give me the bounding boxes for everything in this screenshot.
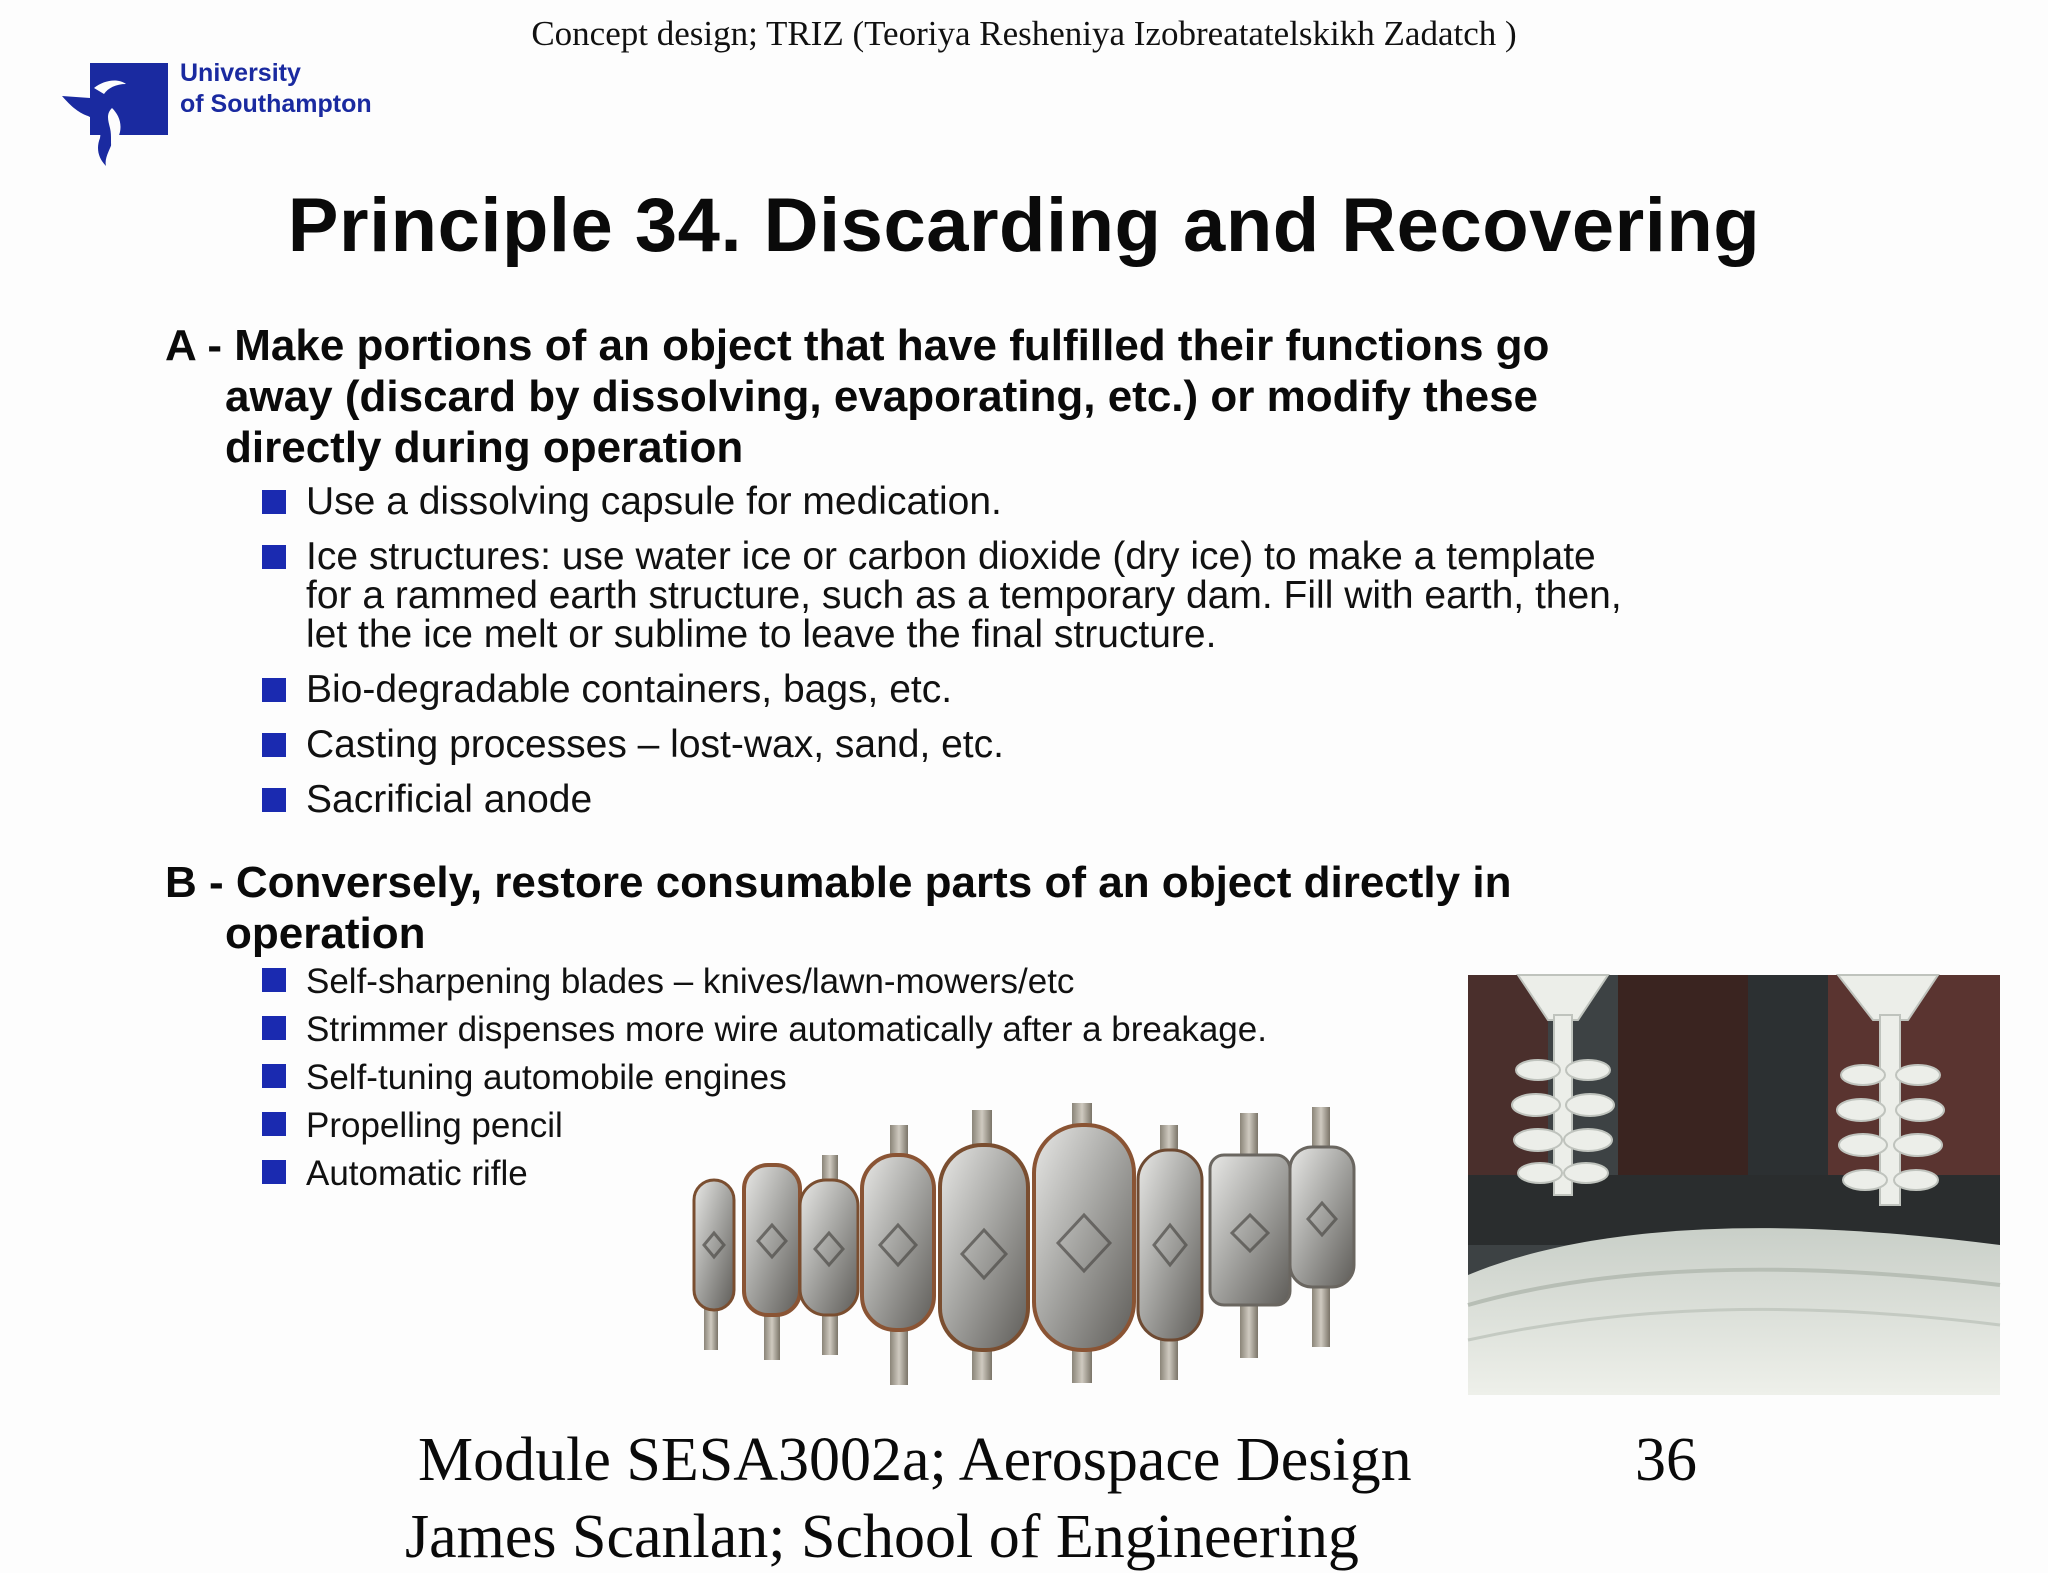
section-b-heading-line: operation [225,909,426,958]
square-bullet-icon [262,678,286,702]
page-title: Principle 34. Discarding and Recovering [287,183,1761,268]
square-bullet-icon [262,1064,286,1088]
investment-casting-photo [1468,975,2000,1395]
list-item-text: Self-tuning automobile engines [306,1058,787,1097]
square-bullet-icon [262,490,286,514]
list-item [262,482,1622,521]
header-text: Concept design; TRIZ (Teoriya Resheniya Izobreatatelskikh Zadatch ) [531,14,1517,53]
university-logo [60,58,380,168]
list-item-text: Automatic rifle [306,1154,528,1193]
footer-module: Module SESA3002a; Aerospace Design [418,1426,1412,1494]
list-item-text: let the ice melt or sublime to leave the final structure. [306,613,1217,656]
page-number: 36 [1635,1426,1697,1494]
logo-line-1: University [180,59,301,87]
list-item-text: Ice structures: use water ice or carbon dioxide (dry ice) to make a template [306,535,1596,578]
section-b-heading-line: B - Conversely, restore consumable parts of an object directly in [165,858,1512,907]
list-item-text: Strimmer dispenses more wire automatically after a breakage. [306,1010,1267,1049]
square-bullet-icon [262,1112,286,1136]
list-item-text: Bio-degradable containers, bags, etc. [306,668,953,711]
square-bullet-icon [262,733,286,757]
square-bullet-icon [262,1160,286,1184]
dolphin-logo-icon [60,58,172,168]
section-a-heading [165,320,1725,473]
list-item [262,962,1267,1002]
square-bullet-icon [262,788,286,812]
section-b-heading [165,857,1725,959]
anode-group [694,1103,1354,1385]
logo-text [180,58,372,120]
list-item-text: Propelling pencil [306,1106,563,1145]
section-a-heading-line: away (discard by dissolving, evaporating, etc.) or modify these [225,372,1539,421]
section-a-heading-line: A - Make portions of an object that have fulfilled their functions go [165,321,1550,370]
list-item [262,780,1622,819]
list-item [262,537,1622,654]
list-item [262,1010,1267,1050]
square-bullet-icon [262,968,286,992]
section-a-bullet-list [262,482,1622,835]
list-item-text: Casting processes – lost-wax, sand, etc. [306,723,1004,766]
footer-author: James Scanlan; School of Engineering [405,1503,1359,1571]
list-item-text: Sacrificial anode [306,778,593,821]
section-a-heading-line: directly during operation [225,423,744,472]
list-item [262,725,1622,764]
square-bullet-icon [262,545,286,569]
list-item-text: Self-sharpening blades – knives/lawn-mowers/etc [306,962,1075,1001]
list-item-text: for a rammed earth structure, such as a temporary dam. Fill with earth, then, [306,574,1622,617]
list-item [262,670,1622,709]
logo-line-2: of Southampton [180,90,372,118]
square-bullet-icon [262,1016,286,1040]
list-item-text: Use a dissolving capsule for medication. [306,480,1002,523]
sacrificial-anodes-photo [672,1085,1412,1405]
